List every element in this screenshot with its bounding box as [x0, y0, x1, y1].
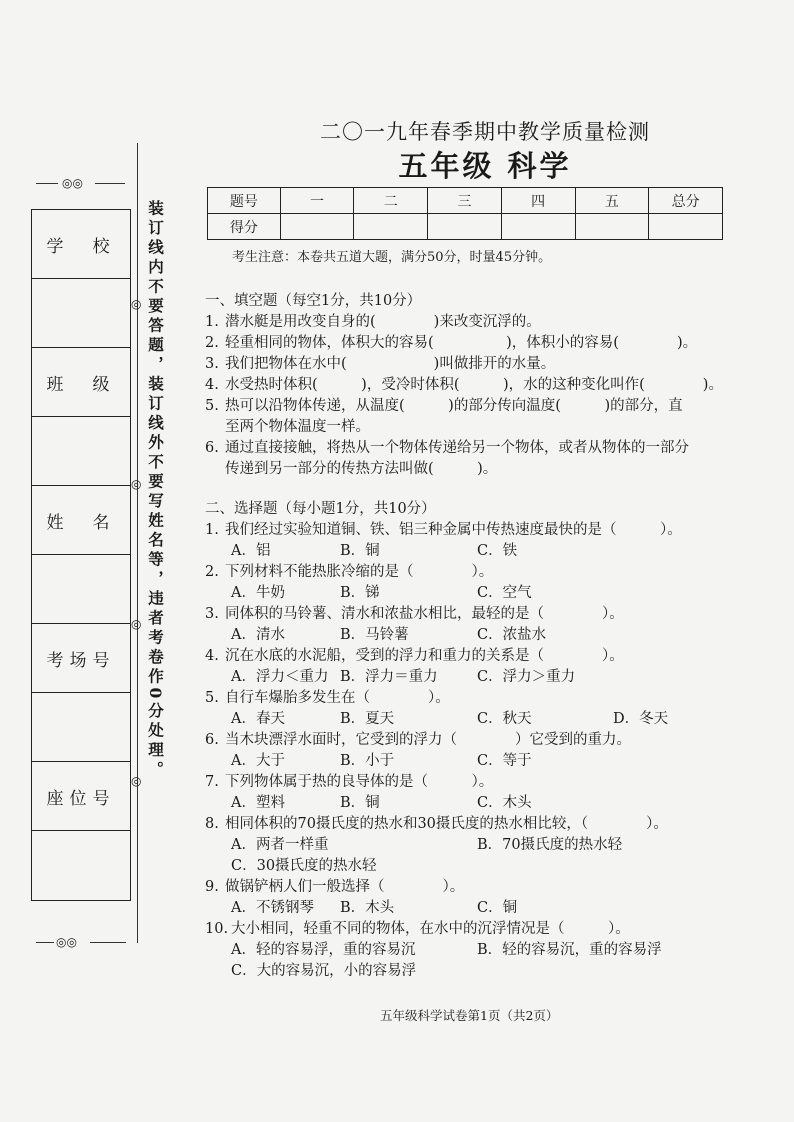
question-number: 2. — [205, 335, 219, 351]
question-text: 同体积的马铃薯、清水和浓盐水相比，最轻的是（ ）。 — [225, 606, 624, 622]
choice-question — [205, 688, 735, 709]
question-number: 10. — [205, 921, 229, 937]
option-row — [205, 898, 735, 919]
option-row — [205, 961, 735, 982]
school-label: 学 校 — [32, 210, 130, 279]
fill-question — [205, 312, 735, 333]
choice-question — [205, 604, 735, 625]
option-c[interactable]: C．浓盐水 — [477, 627, 547, 643]
option-row — [205, 625, 735, 646]
option-row — [205, 835, 735, 856]
choice-question — [205, 772, 735, 793]
fill-question — [205, 333, 735, 354]
option-row — [205, 940, 735, 961]
section2-title: 二、选择题（每小题1分，共10分） — [205, 501, 436, 517]
option-c[interactable]: C．等于 — [477, 753, 532, 769]
option-c[interactable]: C．秋天 — [477, 711, 532, 727]
option-c[interactable]: C．浮力＞重力 — [477, 669, 576, 685]
page-footer: 五年级科学试卷第1页（共2页） — [380, 1008, 559, 1023]
binding-ring-icon: ◎ — [131, 617, 142, 631]
option-c[interactable]: C．木头 — [477, 795, 532, 811]
question-number: 4. — [205, 648, 219, 664]
choice-question — [205, 877, 735, 898]
option-a[interactable]: A．铝 — [231, 543, 271, 559]
question-text: 沉在水底的水泥船，受到的浮力和重力的关系是（ ）。 — [225, 648, 624, 664]
exam-notice: 考生注意：本卷共五道大题，满分50分，时量45分钟。 — [232, 250, 552, 265]
ornament-line-bottom-left — [36, 942, 54, 943]
option-a[interactable]: A．浮力＜重力 — [231, 669, 329, 685]
fill-question — [205, 396, 735, 417]
question-text-continued: 传递到另一部分的传热方法叫做( )。 — [225, 461, 498, 477]
option-a[interactable]: A．大于 — [231, 753, 285, 769]
option-row — [205, 709, 735, 730]
score-header-cell: 三 — [428, 188, 502, 214]
question-text-continued: 至两个物体温度一样。 — [225, 419, 370, 435]
question-number: 9. — [205, 879, 219, 895]
option-c[interactable]: C．30摄氏度的热水轻 — [231, 858, 377, 874]
option-b[interactable]: B．轻的容易沉，重的容易浮 — [477, 942, 662, 958]
score-cell[interactable] — [428, 214, 502, 240]
exam-content — [205, 290, 735, 982]
exam-room-field[interactable] — [32, 693, 130, 762]
option-row — [205, 856, 735, 877]
question-text: 自行车爆胎多发生在（ ）。 — [225, 690, 450, 706]
fill-question — [205, 354, 735, 375]
choice-question — [205, 562, 735, 583]
question-number: 3. — [205, 356, 219, 372]
question-text: 做锅铲柄人们一般选择（ ）。 — [225, 879, 465, 895]
section1-title: 一、填空题（每空1分，共10分） — [205, 293, 422, 309]
score-cell[interactable] — [280, 214, 354, 240]
question-text: 大小相同，轻重不同的物体，在水中的沉浮情况是（ ）。 — [231, 921, 630, 937]
binding-ring-icon: ◎◎ — [62, 176, 83, 190]
ornament-line-bottom-right — [90, 942, 126, 943]
school-field[interactable] — [32, 279, 130, 348]
ornament-line-top-left — [36, 183, 58, 184]
option-row — [205, 541, 735, 562]
option-a[interactable]: A．牛奶 — [231, 585, 285, 601]
question-number: 2. — [205, 564, 219, 580]
option-b[interactable]: B．木头 — [340, 900, 395, 916]
question-number: 7. — [205, 774, 219, 790]
score-header-cell: 题号 — [208, 188, 281, 214]
option-row — [205, 793, 735, 814]
name-field[interactable] — [32, 555, 130, 624]
fill-question — [205, 438, 735, 459]
fill-question — [205, 375, 735, 396]
score-header-cell: 一 — [280, 188, 354, 214]
question-number: 4. — [205, 377, 219, 393]
score-cell[interactable] — [354, 214, 428, 240]
question-text: 轻重相同的物体，体积大的容易( )，体积小的容易( )。 — [225, 335, 698, 351]
option-c[interactable]: C．铜 — [477, 900, 518, 916]
question-number: 6. — [205, 732, 219, 748]
binding-ring-icon: ◎ — [131, 774, 142, 788]
question-number: 1. — [205, 522, 219, 538]
option-b[interactable]: B．70摄氏度的热水轻 — [477, 837, 623, 853]
option-a[interactable]: A．两者一样重 — [231, 837, 329, 853]
question-text: 我们把物体在水中( )叫做排开的水量。 — [225, 356, 556, 372]
question-text: 当木块漂浮水面时，它受到的浮力（ ）它受到的重力。 — [225, 732, 631, 748]
question-text: 我们经过实验知道铜、铁、铝三种金属中传热速度最快的是（ ）。 — [225, 522, 682, 538]
exam-subject: 五年级 科学 — [398, 149, 572, 183]
question-text: 水受热时体积( )，受冷时体积( )，水的这种变化叫作( )。 — [225, 377, 723, 393]
seat-number-label: 座位号 — [32, 762, 130, 831]
score-cell[interactable] — [575, 214, 649, 240]
question-number: 6. — [205, 440, 219, 456]
choice-question — [205, 919, 735, 940]
choice-question — [205, 730, 735, 751]
option-b[interactable]: B．马铃薯 — [340, 627, 409, 643]
option-b[interactable]: B．锑 — [340, 585, 380, 601]
binding-ring-icon: ◎ — [131, 477, 142, 491]
score-cell[interactable] — [649, 214, 723, 240]
choice-question — [205, 814, 735, 835]
score-table — [207, 187, 723, 240]
score-header-cell: 四 — [501, 188, 575, 214]
exam-title: 二〇一九年春季期中教学质量检测 — [320, 120, 650, 144]
binding-ring-icon: ◎◎ — [56, 935, 77, 949]
option-a[interactable]: A．春天 — [231, 711, 285, 727]
option-b[interactable]: B．夏天 — [340, 711, 395, 727]
question-text: 下列材料不能热胀冷缩的是（ ）。 — [225, 564, 494, 580]
ornament-line-top-right — [95, 183, 125, 184]
question-number: 5. — [205, 398, 219, 414]
question-text: 相同体积的70摄氏度的热水和30摄氏度的热水相比较，（ ）。 — [225, 816, 668, 832]
score-table-score-row — [208, 214, 723, 240]
student-info-box — [31, 209, 131, 901]
option-a[interactable]: A．清水 — [231, 627, 285, 643]
class-field[interactable] — [32, 417, 130, 486]
binding-instruction: 装订线内不要答题，装订线外不要写姓名等，违者考卷作0分处理。 — [146, 200, 165, 781]
name-label: 姓 名 — [32, 486, 130, 555]
seat-number-field[interactable] — [32, 831, 130, 900]
question-number: 5. — [205, 690, 219, 706]
score-table-header-row — [208, 188, 723, 214]
score-cell[interactable] — [501, 214, 575, 240]
question-text: 热可以沿物体传递，从温度( )的部分传向温度( )的部分，直 — [225, 398, 683, 414]
score-header-cell: 总分 — [649, 188, 723, 214]
binding-line — [137, 143, 138, 943]
choice-question — [205, 520, 735, 541]
question-number: 3. — [205, 606, 219, 622]
score-row-label: 得分 — [208, 214, 281, 240]
option-c[interactable]: C．空气 — [477, 585, 532, 601]
option-row — [205, 667, 735, 688]
binding-ring-icon: ◎ — [131, 297, 142, 311]
score-header-cell: 五 — [575, 188, 649, 214]
exam-room-label: 考场号 — [32, 624, 130, 693]
question-text: 潜水艇是用改变自身的( )来改变沉浮的。 — [225, 314, 541, 330]
choice-question — [205, 646, 735, 667]
option-d[interactable]: D．冬天 — [613, 711, 669, 727]
option-row — [205, 583, 735, 604]
option-c[interactable]: C．大的容易沉，小的容易浮 — [231, 963, 417, 979]
class-label: 班 级 — [32, 348, 130, 417]
question-number: 8. — [205, 816, 219, 832]
option-b[interactable]: B．铜 — [340, 795, 380, 811]
option-row — [205, 751, 735, 772]
option-a[interactable]: A．轻的容易浮，重的容易沉 — [231, 942, 416, 958]
option-a[interactable]: A．塑料 — [231, 795, 285, 811]
option-a[interactable]: A．不锈钢琴 — [231, 900, 314, 916]
option-b[interactable]: B．浮力＝重力 — [340, 669, 438, 685]
question-number: 1. — [205, 314, 219, 330]
question-text: 通过直接接触，将热从一个物体传递给另一个物体，或者从物体的一部分 — [225, 440, 689, 456]
option-c[interactable]: C．铁 — [477, 543, 518, 559]
question-text: 下列物体属于热的良导体的是（ ）。 — [225, 774, 494, 790]
score-header-cell: 二 — [354, 188, 428, 214]
option-b[interactable]: B．小于 — [340, 753, 395, 769]
option-b[interactable]: B．铜 — [340, 543, 380, 559]
